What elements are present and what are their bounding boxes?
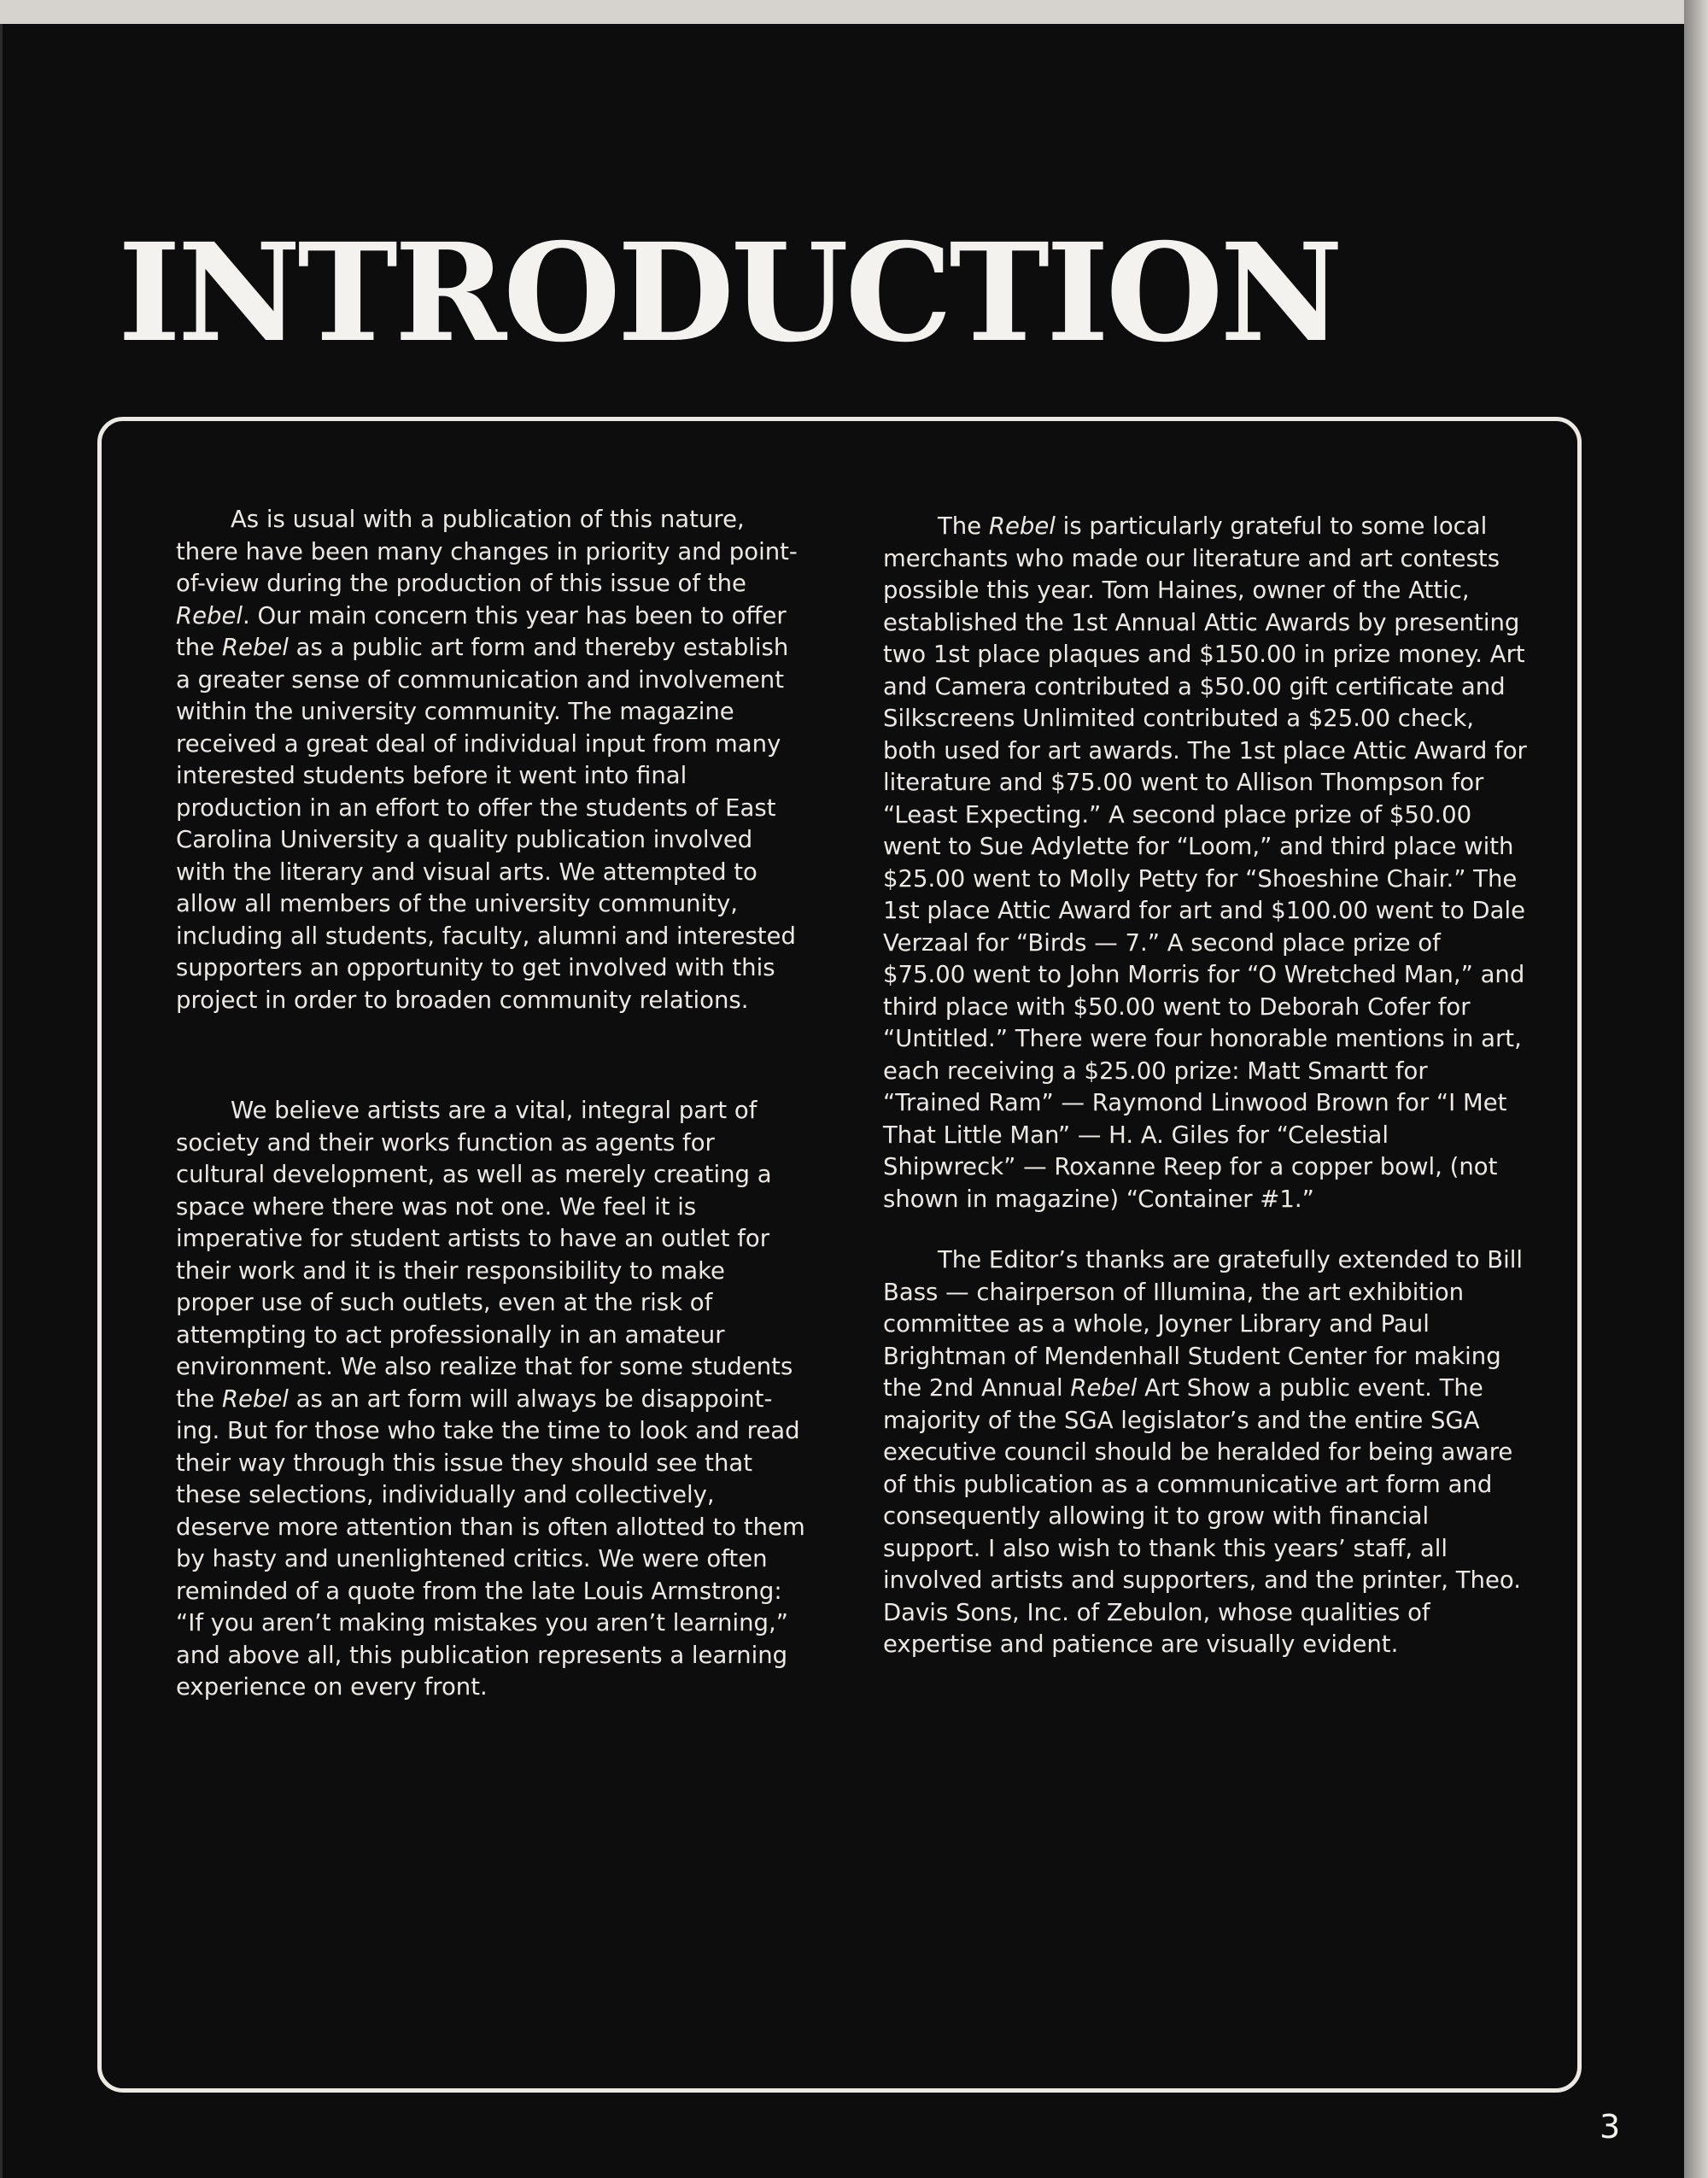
intro-paragraph-1 (176, 504, 808, 1016)
magazine-name: Rebel (221, 1385, 289, 1413)
right-column (883, 511, 1529, 1661)
text-segment: as a public art form and thereby establish a greater sense of communication and involvement within the university community. The magazine received a great deal of individual input from many interested students before it went into final production in an effort to offer the students of East Carolina University a quality publication involved with the literary and visual arts. We attempted to allow all members of the university community, including all students, faculty, alumni and interested supporters an opportunity to get involved with this project in order to broaden community relations. (176, 634, 796, 1014)
thanks-paragraph (883, 1244, 1529, 1661)
awards-paragraph (883, 511, 1529, 1215)
page-title: INTRODUCTION (118, 214, 1340, 372)
page-edge-shadow (1684, 0, 1708, 2178)
text-segment: as an art form will always be disappoint-ing. But for those who take the time to look and read their way through this issue they should see that these selections, individually and collectively, deserve more attention than is often allotted to them by hasty and unenlightened critics. We were often reminded of a quote from the late Louis Armstrong: “If you aren’t making mistakes you aren’t learning,” and above all, this publication represents a learning experience on every front. (176, 1385, 805, 1701)
magazine-name: Rebel (176, 601, 243, 629)
magazine-name: Rebel (1070, 1374, 1138, 1402)
page-number: 3 (1600, 2108, 1621, 2146)
intro-paragraph-2 (176, 1095, 808, 1704)
magazine-name: Rebel (221, 634, 289, 661)
left-column (176, 504, 808, 1704)
text-segment: The (938, 512, 989, 540)
text-segment: . Our main concern this year has been to offer the (176, 601, 787, 661)
text-segment: Art Show a public event. The majority of the SGA legislator’s and the entire SGA executive council should be heralded for being aware of this publication as a communicative art form and consequently allowing it to grow with financial support. I also wish to thank this years’ staff, all involved artists and supporters, and the printer, Theo. Davis Sons, Inc. of Zebulon, whose qualities of expertise and patience are visually evident. (883, 1374, 1521, 1658)
magazine-name: Rebel (988, 512, 1056, 540)
text-segment: We believe artists are a vital, integral part of society and their works function as agents for cultural development, as well as merely creating a space where there was not one. We feel it is imperative for student artists to have an outlet for their work and it is their responsibility to make proper use of such outlets, even at the risk of attempting to act professionally in an amateur environment. We also realize that for some students the (176, 1097, 793, 1413)
text-segment: As is usual with a publication of this nature, there have been many changes in priority and point-of-view during the production of this issue of the (176, 506, 798, 597)
text-segment: The Editor’s thanks are gratefully extended to Bill Bass — chairperson of Illumina, the art exhibition committee as a whole, Joyner Library and Paul Brightman of Mendenhall Student Center for making the 2nd Annual (883, 1246, 1524, 1402)
text-segment: is particularly grateful to some local merchants who made our literature and art contests possible this year. Tom Haines, owner of the Attic, established the 1st Annual Attic Awards by presenting two 1st place plaques and $150.00 in prize money. Art and Camera contributed a $50.00 gift certificate and Silkscreens Unlimited contributed a $25.00 check, both used for art awards. The 1st place Attic Award for literature and $75.00 went to Allison Thompson for “Least Expecting.” A second place prize of $50.00 went to Sue Adylette for “Loom,” and third place with $25.00 went to Molly Petty for “Shoeshine Chair.” The 1st place Attic Award for art and $100.00 went to Dale Verzaal for “Birds — 7.” A second place prize of $75.00 went to John Morris for “O Wretched Man,” and third place with $50.00 went to Deborah Cofer for “Untitled.” There were four honorable mentions in art, each receiving a $25.00 prize: Matt Smartt for “Trained Ram” — Raymond Linwood Brown for “I Met That Little Man” — H. A. Giles for “Celestial Shipwreck” — Roxanne Reep for a copper bowl, (not shown in magazine) “Container #1.” (883, 512, 1527, 1213)
